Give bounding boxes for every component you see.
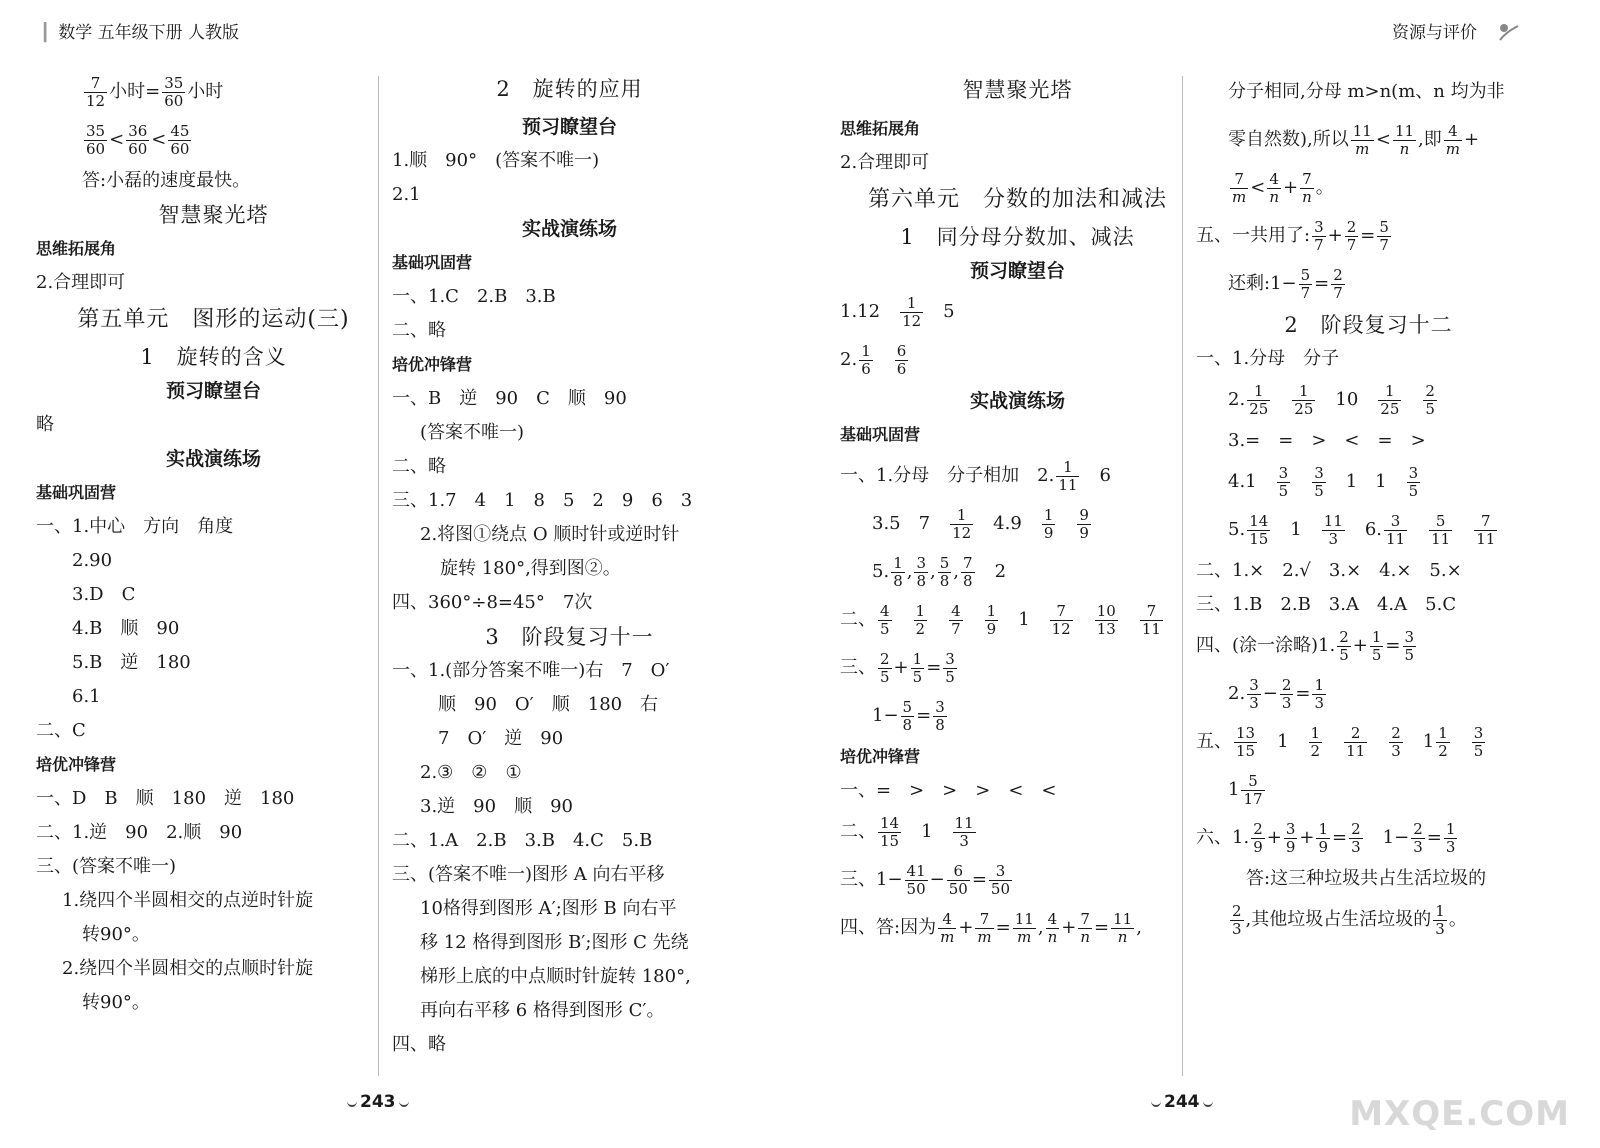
answer-line: 四、360°÷8=45° 7次 [392,592,593,613]
answer-line: 四、(涂一涂略)1. $\frac{2}{5}$ + $\frac{1}{5}$ = $\frac{3}{5}$ [1196,627,1415,664]
fraction: $\frac{2}{3}$ [1281,675,1292,712]
fraction: $\frac{2}{3}$ [1232,901,1242,938]
fraction: $\frac{41}{50}$ [906,861,926,898]
header-left-text: 数学 五年级下册 人教版 [58,23,240,43]
lesson-title: 1 同分母分数加、减法 [900,225,1135,249]
fraction: $\frac{4}{m}$ [1445,121,1460,158]
answer-line: 三、1.7 4 1 8 5 2 9 6 3 [392,490,693,511]
answer-line: 顺 90 O′ 顺 180 右 [438,694,659,715]
fraction: $\frac{7}{m}$ [977,909,992,946]
fraction: $\frac{1}{3}$ [1314,675,1325,712]
answer-line: 三、1.B 2.B 3.A 4.A 5.C [1196,594,1457,615]
fraction: $\frac{5}{8}$ [902,697,913,734]
unit-title: 第五单元 图形的运动(三) [77,307,350,332]
fraction: $\frac{11}{m}$ [1014,909,1034,946]
answer-line: 6.1 [72,686,101,707]
page-number-right: 244 [1148,1092,1216,1112]
fraction: $\frac{2}{3}$ [1391,723,1401,760]
answer-line: 二、略 [392,456,446,477]
answer-line: 二、 $\frac{14}{15}$ 1 $\frac{11}{3}$ [840,813,974,850]
fraction: $\frac{2}{3}$ [1413,819,1423,856]
answer-line: 四、答:因为 $\frac{4}{m}$ + $\frac{7}{m}$ = $\frac{11}{m}$ , $\frac{4}{n}$ + $\frac{7}{n}$ = $\frac{11}{n}$ , [840,909,1142,946]
answer-line: 五、一共用了: $\frac{3}{7}$ + $\frac{2}{7}$ = $\frac{5}{7}$ [1196,217,1389,254]
answer-line: 3.逆 90 顺 90 [420,796,573,817]
fraction: $\frac{1}{2}$ [1310,723,1321,760]
answer-line: 二、1.逆 90 2.顺 90 [36,822,243,843]
fraction: $\frac{1}{8}$ [893,553,903,590]
fraction: $\frac{11}{n}$ [1113,909,1133,946]
fraction: $\frac{5}{7}$ [1379,217,1389,254]
answer-line: $\frac{7}{12}$ 小时= $\frac{35}{60}$ 小时 [86,73,224,110]
fraction: $\frac{1}{12}$ [902,293,922,330]
sub-heading: 培优冲锋营 [392,355,473,374]
section-heading: 智慧聚光塔 [158,203,269,227]
header-bar-icon: ┃ [40,23,51,43]
section-heading: 实战演练场 [969,390,1065,412]
fraction: $\frac{3}{8}$ [935,697,945,734]
answer-line: 4.1 $\frac{3}{5}$ $\frac{3}{5}$ 1 1 $\frac{3}{5}$ [1228,463,1419,500]
fraction: $\frac{45}{60}$ [170,121,190,158]
answer-line: 三、 $\frac{2}{5}$ + $\frac{1}{5}$ = $\frac{3}{5}$ [840,649,955,686]
fraction: $\frac{4}{n}$ [1047,909,1058,946]
unit-title: 第六单元 分数的加法和减法 [867,187,1167,212]
fraction: $\frac{9}{9}$ [1079,505,1089,542]
fraction: $\frac{4}{5}$ [880,601,890,638]
fraction: $\frac{3}{8}$ [916,553,927,590]
fraction: $\frac{1}{25}$ [1294,381,1314,418]
answer-line: 略 [36,414,54,435]
answer-line: 二、 $\frac{4}{5}$ $\frac{1}{2}$ $\frac{4}{7}$ $\frac{1}{9}$ 1 $\frac{7}{12}$ $\frac{10}{13}$ $\frac{7}{11}$ [840,601,1161,638]
answer-line: 三、(答案不唯一)图形 A 向右平移 [392,864,665,885]
fraction: $\frac{11}{3}$ [1323,511,1343,548]
answer-line: 1.绕四个半圆相交的点逆时针旋 [62,890,314,911]
answer-line: 五、 $\frac{13}{15}$ 1 $\frac{1}{2}$ $\frac{2}{11}$ $\frac{2}{3}$ 1 $\frac{1}{2}$ $\frac{3}{5}$ [1196,723,1484,760]
fraction: $\frac{35}{60}$ [164,73,184,110]
answer-line: 2.将图①绕点 O 顺时针或逆时针 [420,524,680,545]
fraction: $\frac{14}{15}$ [1249,511,1269,548]
fraction: $\frac{2}{9}$ [1253,819,1263,856]
answer-line: 一、1.(部分答案不唯一)右 7 O′ [392,660,670,681]
section-heading: 实战演练场 [521,218,617,240]
fraction: $\frac{5}{7}$ [1300,265,1311,302]
fraction: $\frac{11}{m}$ [1352,121,1372,158]
answer-line: $\frac{35}{60}$ < $\frac{36}{60}$ < $\frac{45}{60}$ [86,121,190,158]
fraction: $\frac{3}{50}$ [990,861,1011,898]
fraction: $\frac{3}{9}$ [1285,819,1296,856]
fraction: $\frac{2}{5}$ [1425,381,1435,418]
fraction: $\frac{5}{11}$ [1431,511,1451,548]
fraction: $\frac{6}{6}$ [896,341,907,378]
fraction: $\frac{1}{12}$ [952,505,972,542]
answer-line: 再向右平移 6 格得到图形 C′。 [420,1000,665,1021]
answer-line: $\frac{7}{m}$ < $\frac{4}{n}$ + $\frac{7}{n}$ 。 [1232,169,1334,206]
fraction: $\frac{36}{60}$ [128,121,148,158]
answer-line: (答案不唯一) [420,422,525,443]
fraction: $\frac{7}{n}$ [1080,909,1090,946]
lesson-title: 2 旋转的应用 [496,77,643,101]
fraction: $\frac{1}{9}$ [986,601,997,638]
answer-line: 5. $\frac{1}{8}$ , $\frac{3}{8}$ , $\frac{5}{8}$ , $\frac{7}{8}$ 2 [872,553,1007,590]
answer-line: 零自然数),所以 $\frac{11}{m}$ < $\frac{11}{n}$ ,即 $\frac{4}{m}$ + [1228,121,1480,158]
answer-line: 2. $\frac{3}{3}$ − $\frac{2}{3}$ = $\frac{1}{3}$ [1228,675,1325,712]
fraction: $\frac{2}{3}$ [1351,819,1361,856]
fraction: $\frac{3}{5}$ [1473,723,1484,760]
answer-line: 2.90 [72,550,113,571]
right-page-col2 [1196,68,1541,944]
fraction: $\frac{1}{25}$ [1249,381,1269,418]
answer-line: 3.5 7 $\frac{1}{12}$ 4.9 $\frac{1}{9}$ $\frac{9}{9}$ [872,505,1089,542]
answer-line: 移 12 格得到图形 B′;图形 C 先绕 [420,932,689,953]
fraction: $\frac{7}{m}$ [1232,169,1247,206]
header-right: 资源与评价 [1392,23,1477,43]
fraction: $\frac{7}{n}$ [1302,169,1312,206]
answer-line: 四、略 [392,1034,446,1055]
answer-line: 转90°。 [82,992,150,1013]
fraction: $\frac{1}{9}$ [1043,505,1054,542]
sub-heading: 培优冲锋营 [36,755,117,774]
answer-line: 1 $\frac{5}{17}$ [1228,771,1263,808]
answer-line: 一、1.分母 分子相加 2. $\frac{1}{11}$ 6 [840,457,1111,494]
watermark: MXQE.COM [1349,1094,1570,1134]
fraction: $\frac{11}{n}$ [1394,121,1415,158]
lesson-title: 2 阶段复习十二 [1284,313,1453,337]
fraction: $\frac{1}{3}$ [1435,901,1445,938]
sub-heading: 基础巩固营 [392,253,473,272]
answer-line: 2.1 [392,184,421,205]
right-page-col1 [840,68,1195,952]
answer-line: 一、1.分母 分子 [1196,348,1340,369]
section-heading: 实战演练场 [165,448,261,470]
sub-heading: 培优冲锋营 [840,747,921,766]
answer-line: 2.绕四个半圆相交的点顺时针旋 [62,958,314,979]
fraction: $\frac{1}{5}$ [912,649,923,686]
answer-line: 3.= = > < = > [1228,430,1426,451]
fraction: $\frac{14}{15}$ [880,813,900,850]
answer-line: 1− $\frac{5}{8}$ = $\frac{3}{8}$ [872,697,945,734]
answer-line: 2.合理即可 [840,152,930,173]
answer-line: 1.顺 90° (答案不唯一) [392,150,600,171]
answer-line: 二、1.× 2.√ 3.× 4.× 5.× [1196,560,1462,581]
answer-line: 一、B 逆 90 C 顺 90 [392,388,627,409]
answer-line: 2.③ ② ① [420,762,522,783]
fraction: $\frac{3}{5}$ [1404,627,1415,664]
fraction: $\frac{13}{15}$ [1236,723,1256,760]
fraction: $\frac{1}{6}$ [861,341,871,378]
section-heading: 智慧聚光塔 [962,78,1073,102]
section-heading: 预习瞭望台 [969,260,1065,282]
answer-line: 1.12 $\frac{1}{12}$ 5 [840,293,955,330]
fraction: $\frac{4}{m}$ [940,909,955,946]
fraction: $\frac{3}{5}$ [1278,463,1289,500]
fraction: $\frac{4}{n}$ [1269,169,1279,206]
answer-line: 二、1.A 2.B 3.B 4.C 5.B [392,830,653,851]
answer-line: 7 O′ 逆 90 [438,728,564,749]
header-left [40,18,239,43]
sub-heading: 基础巩固营 [840,425,921,444]
answer-line: 分子相同,分母 m>n(m、n 均为非 [1228,81,1505,102]
fraction: $\frac{5}{8}$ [939,553,950,590]
fraction: $\frac{3}{7}$ [1314,217,1324,254]
fraction: $\frac{4}{7}$ [951,601,961,638]
answer-line: 答:小磊的速度最快。 [82,170,251,191]
answer-line: 4.B 顺 90 [72,618,180,639]
answer-line: 5.B 逆 180 [72,652,191,673]
answer-line: $\frac{2}{3}$ ,其他垃圾占生活垃圾的 $\frac{1}{3}$ 。 [1232,901,1467,938]
fraction: $\frac{3}{11}$ [1386,511,1406,548]
page-number-left: 243 [344,1092,412,1112]
left-page-col2 [392,68,747,1062]
section-heading: 预习瞭望台 [521,116,617,138]
fraction: $\frac{2}{7}$ [1346,217,1357,254]
fraction: $\frac{7}{11}$ [1141,601,1161,638]
answer-line: 二、略 [392,320,446,341]
fraction: $\frac{3}{5}$ [945,649,955,686]
fraction: $\frac{11}{3}$ [954,813,974,850]
answer-line: 一、D B 顺 180 逆 180 [36,788,295,809]
answer-line: 一、= > > > < < [840,780,1057,801]
fraction: $\frac{1}{2}$ [915,601,926,638]
answer-line: 还剩:1− $\frac{5}{7}$ = $\frac{2}{7}$ [1228,265,1343,302]
answer-line: 一、1.中心 方向 角度 [36,516,234,537]
answer-line: 六、1. $\frac{2}{9}$ + $\frac{3}{9}$ + $\frac{1}{9}$ = $\frac{2}{3}$ 1− $\frac{2}{3}$ = $\frac{1}{3}$ [1196,819,1456,856]
sub-heading: 思维拓展角 [36,239,117,258]
answer-line: 2. $\frac{1}{25}$ $\frac{1}{25}$ 10 $\frac{1}{25}$ $\frac{2}{5}$ [1228,381,1435,418]
fraction: $\frac{5}{17}$ [1243,771,1263,808]
fraction: $\frac{6}{50}$ [948,861,968,898]
fraction: $\frac{10}{13}$ [1096,601,1116,638]
fraction: $\frac{1}{2}$ [1438,723,1448,760]
fraction: $\frac{1}{3}$ [1445,819,1456,856]
sub-heading: 思维拓展角 [840,119,921,138]
answer-line: 3.D C [72,584,136,605]
fraction: $\frac{2}{11}$ [1346,723,1366,760]
answer-line: 2. $\frac{1}{6}$ $\frac{6}{6}$ [840,341,907,378]
lesson-title: 3 阶段复习十一 [485,625,654,649]
fraction: $\frac{1}{9}$ [1318,819,1329,856]
fraction: $\frac{2}{5}$ [880,649,890,686]
answer-line: 转90°。 [82,924,150,945]
fraction: $\frac{1}{11}$ [1058,457,1078,494]
book-logo-icon [1498,22,1520,42]
sub-heading: 基础巩固营 [36,483,117,502]
fraction: $\frac{3}{5}$ [1408,463,1419,500]
fraction: $\frac{7}{8}$ [963,553,973,590]
lesson-title: 1 旋转的含义 [140,345,287,369]
answer-line: 一、1.C 2.B 3.B [392,286,556,307]
fraction: $\frac{2}{7}$ [1333,265,1343,302]
fraction: $\frac{7}{12}$ [86,73,106,110]
section-heading: 预习瞭望台 [165,380,261,402]
fraction: $\frac{1}{5}$ [1371,627,1382,664]
fraction: $\frac{2}{5}$ [1339,627,1349,664]
answer-line: 三、1− $\frac{41}{50}$ − $\frac{6}{50}$ = $\frac{3}{50}$ [840,861,1011,898]
answer-line: 二、C [36,720,86,741]
answer-line: 5. $\frac{14}{15}$ 1 $\frac{11}{3}$ 6. $\frac{3}{11}$ $\frac{5}{11}$ $\frac{7}{11}$ [1228,511,1496,548]
answer-line: 10格得到图形 A′;图形 B 向右平 [420,898,677,919]
answer-line: 旋转 180°,得到图②。 [440,558,621,579]
fraction: $\frac{3}{5}$ [1314,463,1324,500]
fraction: $\frac{35}{60}$ [86,121,106,158]
answer-line: 2.合理即可 [36,272,126,293]
fraction: $\frac{1}{25}$ [1380,381,1400,418]
fraction: $\frac{7}{12}$ [1051,601,1071,638]
left-page-col1 [36,68,391,1020]
answer-line: 三、(答案不唯一) [36,856,177,877]
fraction: $\frac{3}{3}$ [1249,675,1259,712]
fraction: $\frac{7}{11}$ [1476,511,1496,548]
answer-line: 梯形上底的中点顺时针旋转 180°, [420,966,691,987]
answer-line: 答:这三种垃圾共占生活垃圾的 [1246,868,1487,889]
